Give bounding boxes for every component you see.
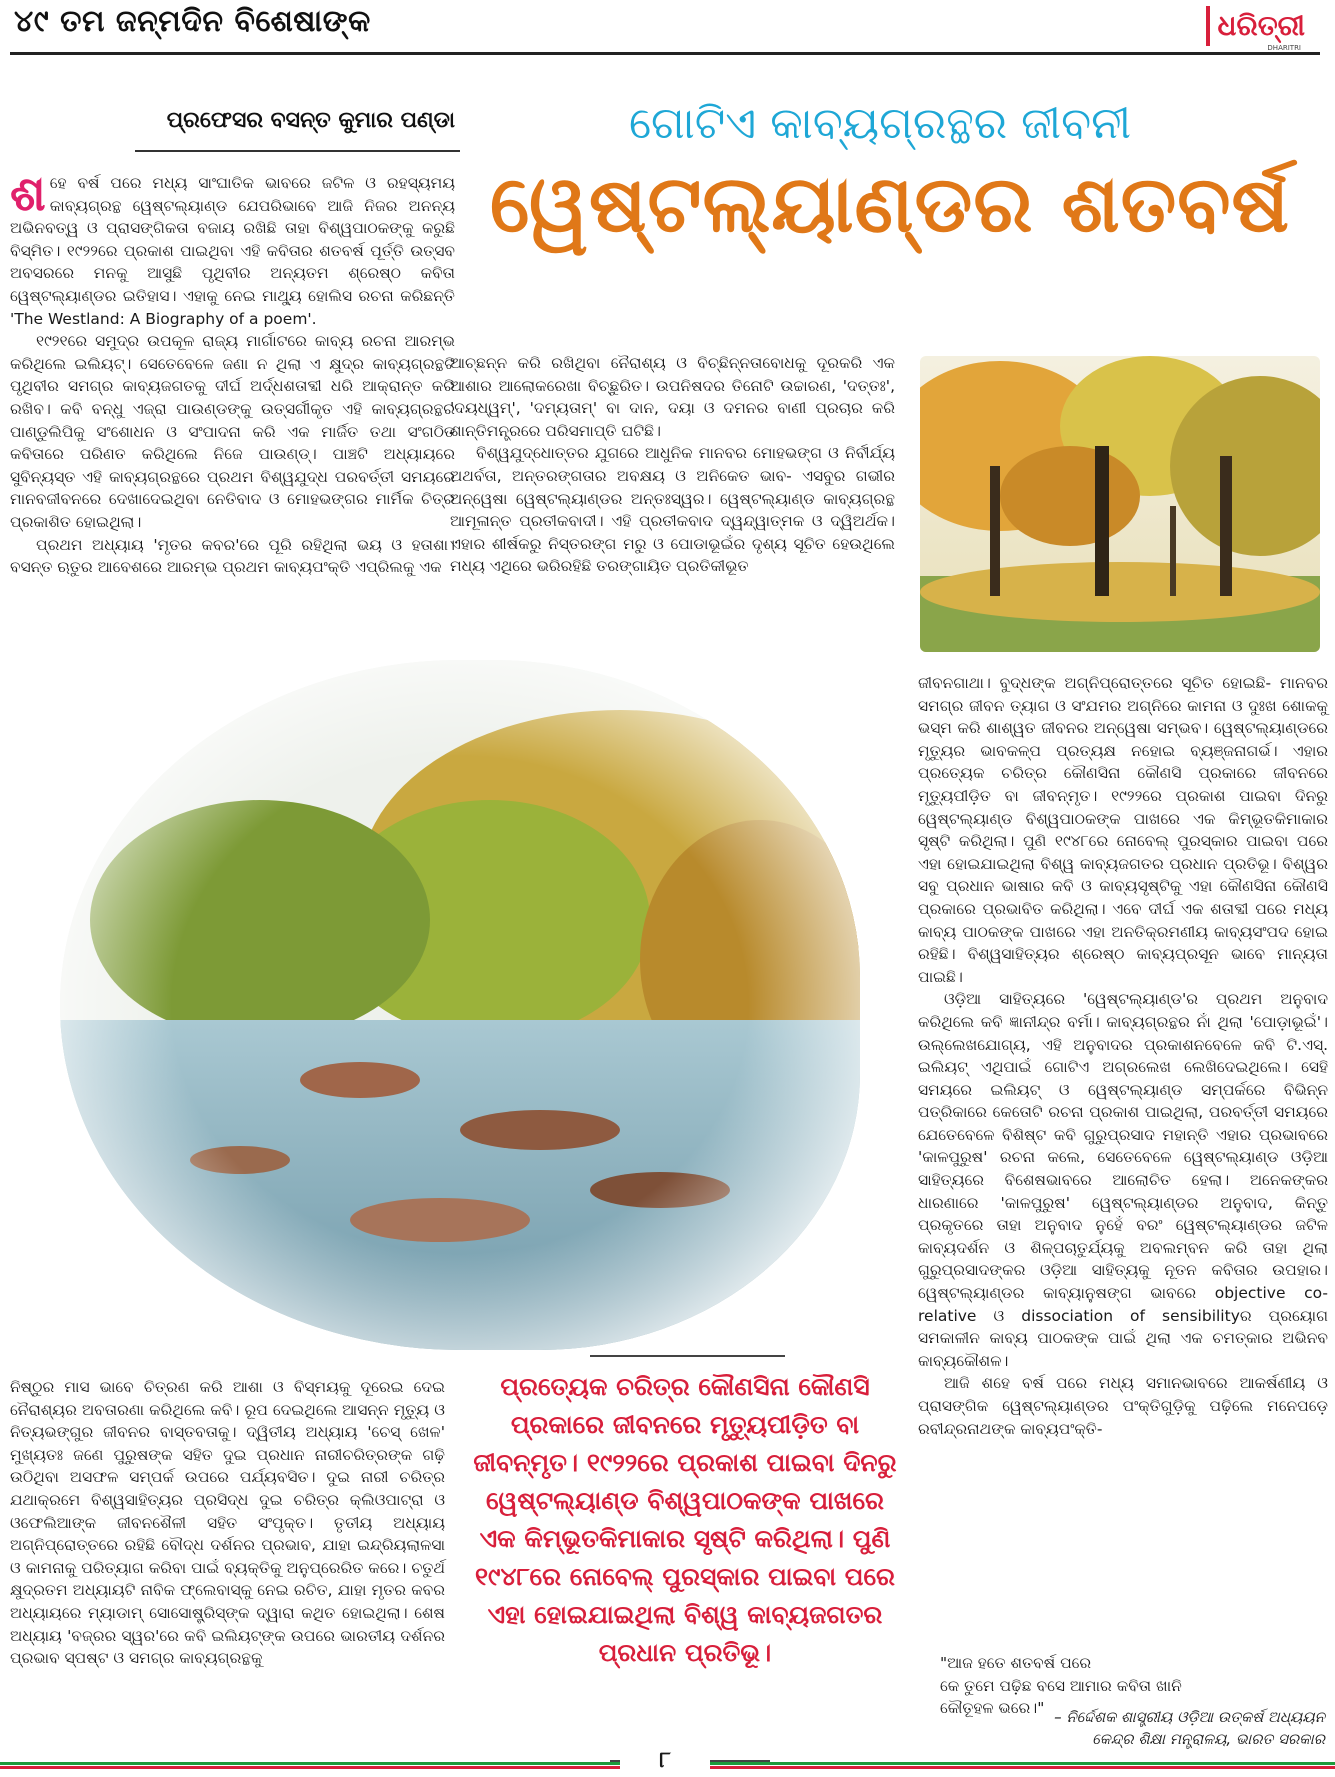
- page-header: [0, 0, 1335, 52]
- credit-line: – ନିର୍ଦ୍ଦେଶକ ଶାସ୍ତ୍ରୀୟ ଓଡ଼ିଆ ଉତ୍କର୍ଷ ଅଧ୍ୟୟନ: [1054, 1708, 1325, 1726]
- river-image: [60, 660, 860, 1350]
- header-rule: [10, 52, 1320, 55]
- paragraph: ଜୀବନଗାଥା। ବୁଦ୍ଧଙ୍କ ଅଗ୍ନିପ୍ରୋତ୍ତରେ ସୂଚିତ ହୋଇଛି- ମାନବର ସମଗ୍ର ଜୀବନ ତ୍ୟାଗ ଓ ସଂଯମର ଅଗ୍ନିରେ କାମନା ଓ ଦୁଃଖ ଶୋକକୁ ଭସ୍ମ କରି ଶାଶ୍ୱତ ଜୀବନର ଅନ୍ୱେଷା ସମ୍ଭବ। ୱେଷ୍ଟଲ୍ୟାଣ୍ଡରେ ମୃତ୍ୟୁର ଭାବକଳ୍ପ ପ୍ରତ୍ୟକ୍ଷ ନହୋଇ ବ୍ୟଞ୍ଜନାଗର୍ଭ। ଏହାର ପ୍ରତ୍ୟେକ ଚରିତ୍ର କୌଣସିନା କୌଣସି ପ୍ରକାରେ ଜୀବନରେ ମୃତ୍ୟୁପୀଡ଼ିତ ବା ଜୀବନ୍ମୃତ। ୧୯୨୨ରେ ପ୍ରକାଶ ପାଇବା ଦିନରୁ ୱେଷ୍ଟଲ୍ୟାଣ୍ଡ ବିଶ୍ୱପାଠକଙ୍କ ପାଖରେ ଏକ କିମ୍ଭୂତକିମାକାର ସୃଷ୍ଟି କରିଥିଲା। ପୁଣି ୧୯୪୮ରେ ନୋବେଲ୍ ପୁରସ୍କାର ପାଇବା ପରେ ଏହା ହୋଇଯାଇଥିଲା ବିଶ୍ୱ କାବ୍ୟଜଗତର ପ୍ରଧାନ ପ୍ରତିଭୂ। ବିଶ୍ୱର ସବୁ ପ୍ରଧାନ ଭାଷାର କବି ଓ କାବ୍ୟସୃଷ୍ଟିକୁ ଏହା କୌଣସିନା କୌଣସି ପ୍ରକାରେ ପ୍ରଭାବିତ କରିଥିଲା। ଏବେ ଦୀର୍ଘ ଏକ ଶତାବ୍ଦୀ ପରେ ମଧ୍ୟ କାବ୍ୟ ପାଠକଙ୍କ ପାଖରେ ଏହା ଅନତିକ୍ରମଣୀୟ କାବ୍ୟସଂପଦ ହୋଇ ରହିଛି। ବିଶ୍ୱସାହିତ୍ୟର ଶ୍ରେଷ୍ଠ କାବ୍ୟପ୍ରସୂନ ଭାବେ ମାନ୍ୟତା ପାଇଛି।: [918, 674, 1328, 986]
- drop-cap: ଶ: [10, 166, 46, 222]
- poem-line: କେ ତୁମେ ପଢ଼ିଛ ବସେ ଆମାର କବିତା ଖାନି: [940, 1676, 1182, 1695]
- credit-line: କେନ୍ଦ୍ର ଶିକ୍ଷା ମନ୍ତ୍ରାଳୟ, ଭାରତ ସରକାର: [1092, 1730, 1325, 1748]
- headline: ୱେଷ୍ଟଲ୍ୟାଣ୍ଡର ଶତବର୍ଷ: [489, 160, 1291, 250]
- column-a: [10, 166, 455, 579]
- newspaper-logo-sub: DHARITRI: [1267, 44, 1301, 52]
- column-d: [10, 1376, 445, 1670]
- autumn-trees-photo: [920, 356, 1320, 652]
- poem-line: "ଆଜ ହତେ ଶତବର୍ଷ ପରେ: [940, 1654, 1092, 1672]
- paragraph: ନିଷ୍ଠୁର ମାସ ଭାବେ ଚିତ୍ରଣ କରି ଆଶା ଓ ବିସ୍ମୟକୁ ଦୂରେଇ ଦେଇ ନୈରାଶ୍ୟର ଅବତାରଣା କରିଥିଲେ କବି। ରୂପ ଦେଇଥିଲେ ଆସନ୍ନ ମୃତ୍ୟୁ ଓ ନିତ୍ୟଭଙ୍ଗୁର ଜୀବନର ବାସ୍ତବତାକୁ। ଦ୍ୱିତୀୟ ଅଧ୍ୟାୟ 'ଚେସ୍ ଖେଳ' ମୁଖ୍ୟତଃ ଜଣେ ପୁରୁଷଙ୍କ ସହିତ ଦୁଇ ପ୍ରଧାନ ନାରୀଚରିତ୍ରଙ୍କ ଗଢ଼ି ଉଠିଥିବା ଅସଫଳ ସମ୍ପର୍କ ଉପରେ ପର୍ଯ୍ୟବସିତ। ଦୁଇ ନାରୀ ଚରିତ୍ର ଯଥାକ୍ରମେ ବିଶ୍ୱସାହିତ୍ୟର ପ୍ରସିଦ୍ଧ ଦୁଇ ଚରିତ୍ର କ୍ଲିଓପାଟ୍ରା ଓ ଓଫେଲିଆଙ୍କ ଜୀବନଶୈଳୀ ସହିତ ସଂପୃକ୍ତ। ତୃତୀୟ ଅଧ୍ୟାୟ ଅଗ୍ନିପ୍ରୋତ୍ତରେ ରହିଛି ବୌଦ୍ଧ ଦର୍ଶନର ପ୍ରଭାବ, ଯାହା ଇନ୍ଦ୍ରିୟଲାଳସା ଓ କାମନାକୁ ପରିତ୍ୟାଗ କରିବା ପାଇଁ ବ୍ୟକ୍ତିକୁ ଅନୁପ୍ରେରିତ କରେ। ଚତୁର୍ଥ କ୍ଷୁଦ୍ରତମ ଅଧ୍ୟାୟଟି ନାବିକ ଫ୍ଲେବାସ୍‌କୁ ନେଇ ରଚିତ, ଯାହା ମୃତର କବର ଅଧ୍ୟାୟରେ ମ୍ୟାଡାମ୍ ସୋସୋଷ୍ଟ୍ରିସ୍‌ଙ୍କ ଦ୍ୱାରା କଥିତ ହୋଇଥିଲା। ଶେଷ ଅଧ୍ୟାୟ 'ବଜ୍ରର ସ୍ୱର'ରେ କବି ଇଲିୟଟ୍‌ଙ୍କ ଉପରେ ଭାରତୀୟ ଦର୍ଶନର ପ୍ରଭାବ ସ୍ପଷ୍ଟ ଓ ସମଗ୍ର କାବ୍ୟଗ୍ରନ୍ଥକୁ: [10, 1378, 445, 1668]
- paragraph: ବିଶ୍ୱଯୁଦ୍ଧୋତ୍ତର ଯୁଗରେ ଆଧୁନିକ ମାନବର ମୋହଭଙ୍ଗ ଓ ନିର୍ବୀର୍ଯ୍ୟ ଅଥର୍ବତା, ଅନ୍ତରଙ୍ଗତାର ଅବକ୍ଷୟ ଓ ଅନିକେତ ଭାବ- ଏସବୁର ଗଭୀର ଅନ୍ୱେଷା ୱେଷ୍ଟଲ୍ୟାଣ୍ଡର ଅନ୍ତଃସ୍ୱର। ୱେଷ୍ଟଲ୍ୟାଣ୍ଡ କାବ୍ୟଗ୍ରନ୍ଥ ଆମୂଳାନ୍ତ ପ୍ରତୀକବାଦୀ। ଏହି ପ୍ରତୀକବାଦ ଦ୍ୱନ୍ଦ୍ୱାତ୍ମକ ଓ ଦ୍ୱିଅର୍ଥକ। ଏହାର ଶୀର୍ଷକରୁ ନିସ୍ତରଙ୍ଗ ମରୁ ଓ ପୋଡାଭୂଇଁର ଦୃଶ୍ୟ ସୂଚିତ ହେଉଥିଲେ ମଧ୍ୟ ଏଥିରେ ଭରିରହିଛି ତରଙ୍ଗାୟିତ ପ୍ରତିକୀଭୂତ: [450, 444, 895, 576]
- byline-rule: [135, 150, 460, 152]
- poem-line: କୌତୂହଳ ଭରେ।": [940, 1699, 1045, 1718]
- paragraph: ଓଡ଼ିଆ ସାହିତ୍ୟରେ 'ୱେଷ୍ଟଲ୍ୟାଣ୍ଡ'ର ପ୍ରଥମ ଅନୁବାଦ କରିଥିଲେ କବି ଜ୍ଞାନୀନ୍ଦ୍ର ବର୍ମା। କାବ୍ୟଗ୍ରନ୍ଥର ନାଁ ଥିଲା 'ପୋଡ଼ାଭୂଇଁ'। ଉଲ୍ଲେଖଯୋଗ୍ୟ, ଏହି ଅନୁବାଦର ପ୍ରକାଶନବେଳେ କବି ଟି.ଏସ୍. ଇଲିୟଟ୍ ଏଥିପାଇଁ ଗୋଟିଏ ଅଗ୍ରଲେଖ ଲେଖିଦେଇଥିଲେ। ସେହି ସମୟରେ ଇଲିୟଟ୍ ଓ ୱେଷ୍ଟଲ୍ୟାଣ୍ଡ ସମ୍ପର୍କରେ ବିଭିନ୍ନ ପତ୍ରିକାରେ କେତୋଟି ରଚନା ପ୍ରକାଶ ପାଇଥିଲା, ପରବର୍ତ୍ତୀ ସମୟରେ ଯେତେବେଳେ ବିଶିଷ୍ଟ କବି ଗୁରୁପ୍ରସାଦ ମହାନ୍ତି ଏହାର ପ୍ରଭାବରେ 'କାଳପୁରୁଷ' ରଚନା କଲେ, ସେତେବେଳେ ୱେଷ୍ଟଲ୍ୟାଣ୍ଡ ଓଡ଼ିଆ ସାହିତ୍ୟରେ ବିଶେଷଭାବରେ ଆଲୋଚିତ ହେଲା। ଅନେକଙ୍କର ଧାରଣାରେ 'କାଳପୁରୁଷ' ୱେଷ୍ଟଲ୍ୟାଣ୍ଡର ଅନୁବାଦ, କିନ୍ତୁ ପ୍ରକୃତରେ ତାହା ଅନୁବାଦ ନୁହେଁ ବରଂ ୱେଷ୍ଟଲ୍ୟାଣ୍ଡର ଜଟିଳ କାବ୍ୟଦର୍ଶନ ଓ ଶିଳ୍ପଚାତୁର୍ଯ୍ୟକୁ ଅବଲମ୍ବନ କରି ତାହା ଥିଲା ଗୁରୁପ୍ରସାଦଙ୍କର ଓଡ଼ିଆ ସାହିତ୍ୟକୁ ନୂତନ କବିତାର ଉପହାର। ୱେଷ୍ଟଲ୍ୟାଣ୍ଡର କାବ୍ୟାନୁଷଙ୍ଗ ଭାବରେ objective co-relative ଓ dissociation of sensibilityର ପ୍ରୟୋଗ ସମକାଳୀନ କାବ୍ୟ ପାଠକଙ୍କ ପାଇଁ ଥିଲା ଏକ ଚମତ୍କାର ଅଭିନବ କାବ୍ୟକୌଶଳ।: [918, 990, 1328, 1370]
- paragraph: ଆଜି ଶହେ ବର୍ଷ ପରେ ମଧ୍ୟ ସମାନଭାବରେ ଆକର୍ଷଣୀୟ ଓ ପ୍ରାସଙ୍ଗିକ ୱେଷ୍ଟଲ୍ୟାଣ୍ଡର ପଂକ୍ତିଗୁଡ଼ିକୁ ପଢ଼ିଲେ ମନେପଡ଼େ ରବୀନ୍ଦ୍ରନାଥଙ୍କ କାବ୍ୟପଂକ୍ତି-: [918, 1374, 1328, 1438]
- newspaper-logo: ଧରିତ୍ରୀ: [1217, 9, 1305, 42]
- author-credit: [1000, 1706, 1325, 1750]
- page-number: ୮: [620, 1748, 710, 1777]
- autumn-trees-image: [920, 356, 1320, 652]
- column-c: [918, 672, 1328, 1440]
- masthead: [1206, 4, 1305, 52]
- author-byline: ପ୍ରଫେସର ବସନ୍ତ କୁମାର ପଣ୍ଡା: [166, 108, 455, 133]
- paragraph: ଆଚ୍ଛନ୍ନ କରି ରଖିଥିବା ନୈରାଶ୍ୟ ଓ ବିଚ୍ଛିନ୍ନତାବୋଧକୁ ଦୂରକରି ଏକ ଆଶାର ଆଲୋକରେଖା ବିଚ୍ଛୁରିତ। ଉପନିଷଦର ତିନୋଟି ଉଚ୍ଚାରଣ, 'ଦତ୍ତଃ', 'ଦୟଧ୍ୱମ୍', 'ଦମ୍ୟତାମ୍' ବା ଦାନ, ଦୟା ଓ ଦମନର ବାଣୀ ପ୍ରଚାର କରି ଶାନ୍ତିମନ୍ତ୍ରରେ ପରିସମାପ୍ତି ଘଟିଛି।: [450, 354, 895, 440]
- masthead-bar: [1206, 6, 1210, 46]
- column-b: [450, 352, 895, 578]
- paragraph: ଶହେ ବର୍ଷ ପରେ ମଧ୍ୟ ସାଂଘାତିକ ଭାବରେ ଜଟିଳ ଓ ରହସ୍ୟମୟ କାବ୍ୟଗ୍ରନ୍ଥ ୱେଷ୍ଟଲ୍ୟାଣ୍ଡ ଯେପରିଭାବେ ଆଜି ନିଜର ଅନନ୍ୟ ଅଭିନବତ୍ୱ ଓ ପ୍ରାସଙ୍ଗିକତା ବଜାୟ ରଖିଛି ତାହା ବିଶ୍ୱପାଠକଙ୍କୁ କରୁଛି ବିସ୍ମିତ। ୧୯୨୨ରେ ପ୍ରକାଶ ପାଇଥିବା ଏହି କବିତାର ଶତବର୍ଷ ପୂର୍ତ୍ତି ଉତ୍ସବ ଅବସରରେ ମନକୁ ଆସୁଛି ପୃଥିବୀର ଅନ୍ୟତମ ଶ୍ରେଷ୍ଠ କବିତା ୱେଷ୍ଟଲ୍ୟାଣ୍ଡର ଇତିହାସ। ଏହାକୁ ନେଇ ମାଥ୍ୟୁ ହୋଲିସ ରଚନା କରିଛନ୍ତି 'The Westland: A Biography of a poem'.: [10, 166, 455, 328]
- pullquote: ପ୍ରତ୍ୟେକ ଚରିତ୍ର କୌଣସିନା କୌଣସି ପ୍ରକାରେ ଜୀବନରେ ମୃତ୍ୟୁପୀଡ଼ିତ ବା ଜୀବନ୍ମୃତ। ୧୯୨୨ରେ ପ୍ରକାଶ ପାଇବା ଦିନରୁ ୱେଷ୍ଟଲ୍ୟାଣ୍ଡ ବିଶ୍ୱପାଠକଙ୍କ ପାଖରେ ଏକ କିମ୍ଭୂତକିମାକାର ସୃଷ୍ଟି କରିଥିଲା। ପୁଣି ୧୯୪୮ରେ ନୋବେଲ୍ ପୁରସ୍କାର ପାଇବା ପରେ ଏହା ହୋଇଯାଇଥିଲା ବିଶ୍ୱ କାବ୍ୟଜଗତର ପ୍ରଧାନ ପ୍ରତିଭୂ।: [473, 1372, 897, 1667]
- river-photo: [60, 660, 860, 1350]
- pullquote-rule-top: [590, 1355, 785, 1357]
- headline-kicker: ଗୋଟିଏ କାବ୍ୟଗ୍ରନ୍ଥର ଜୀବନୀ: [628, 98, 1132, 149]
- supplement-title: ୪୯ ତମ ଜନ୍ମଦିନ ବିଶେଷାଙ୍କ: [14, 4, 371, 39]
- paragraph: ୧୯୨୧ରେ ସମୁଦ୍ର ଉପକୂଳ ରାଜ୍ୟ ମାର୍ଗାଟରେ କାବ୍ୟ ରଚନା ଆରମ୍ଭ କରିଥିଲେ ଇଲିୟଟ୍। ସେତେବେଳେ ଜଣା ନ ଥିଲା ଏ କ୍ଷୁଦ୍ର କାବ୍ୟଗ୍ରନ୍ଥଟି ପୃଥିବୀର ସମଗ୍ର କାବ୍ୟଜଗତକୁ ଦୀର୍ଘ ଅର୍ଦ୍ଧଶତାବ୍ଦୀ ଧରି ଆକ୍ରାନ୍ତ କରି ରଖିବ। କବି ବନ୍ଧୁ ଏଜ୍ରା ପାଉଣ୍ଡଙ୍କୁ ଉତ୍ସର୍ଗୀକୃତ ଏହି କାବ୍ୟଗ୍ରନ୍ଥର ପାଣ୍ଡୁଲିପିକୁ ସଂଶୋଧନ ଓ ସଂପାଦନା କରି ଏକ ମାର୍ଜିତ ତଥା ସଂଗଠିତ କବିତାରେ ପରିଣତ କରିଥିଲେ ନିଜେ ପାଉଣ୍ଡ୍। ପାଞ୍ଚଟି ଅଧ୍ୟାୟରେ ସୁବିନ୍ୟସ୍ତ ଏହି କାବ୍ୟଗ୍ରନ୍ଥରେ ପ୍ରଥମ ବିଶ୍ୱଯୁଦ୍ଧ ପରବର୍ତ୍ତୀ ସମୟରେ ମାନବଜୀବନରେ ଦେଖାଦେଇଥିବା ନେତିବାଦ ଓ ମୋହଭଙ୍ଗର ମାର୍ମିକ ଚିତ୍ର ପ୍ରକାଶିତ ହୋଇଥିଲା।: [10, 332, 455, 531]
- paragraph: ପ୍ରଥମ ଅଧ୍ୟାୟ 'ମୃତର କବର'ରେ ପୂରି ରହିଥିଲା ଭୟ ଓ ହତାଶା। ବସନ୍ତ ଋତୁର ଆବେଶରେ ଆରମ୍ଭ ପ୍ରଥମ କାବ୍ୟପଂକ୍ତି ଏପ୍ରିଲକୁ ଏକ: [10, 535, 455, 577]
